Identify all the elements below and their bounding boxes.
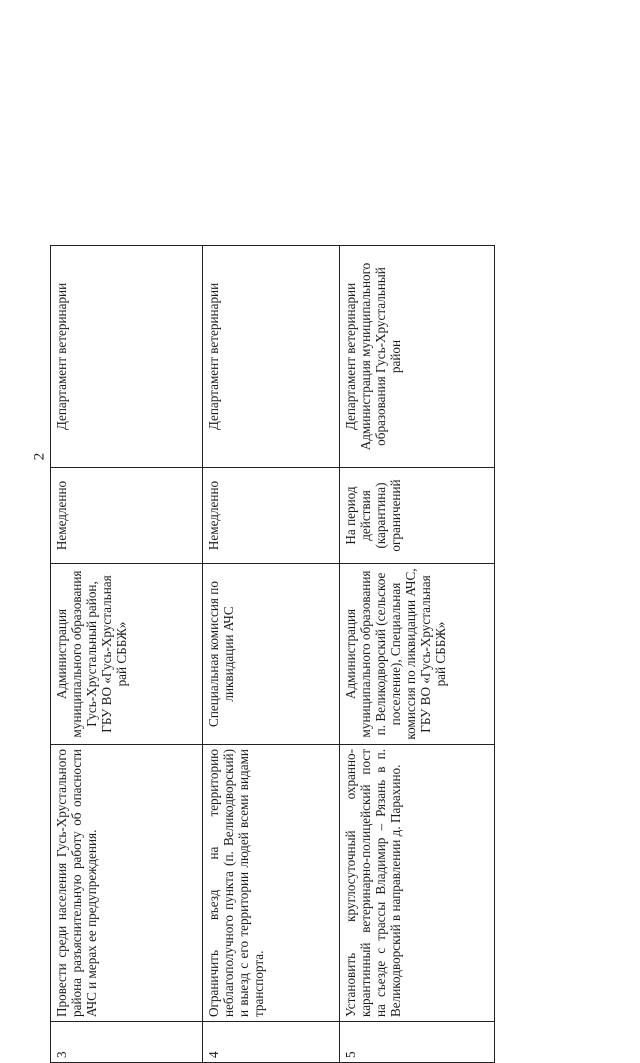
action-cell: Провести среди населения Гусь-Хрустального района разъяснительную работу об опасности АЧС и мерах ее предупреждения.	[51, 745, 203, 1022]
row-number: 4	[203, 1022, 340, 1063]
executor-cell: Департамент ветеринарии	[51, 246, 203, 468]
responsible-cell: Администрация муниципального образования Гусь-Хрустальный район, ГБУ ВО «Гусь-Хрустальная рай СББЖ»	[51, 564, 203, 745]
responsible-cell: Администрация муниципального образования п. Великодворский (сельское поселение), Специальная комиссия по ликвидации АЧС, ГБУ ВО «Гусь-Хрустальная рай СББЖ»	[340, 564, 495, 745]
term-cell: Немедленно	[51, 468, 203, 564]
term-cell: Немедленно	[203, 468, 340, 564]
responsible-cell: Специальная комиссия по ликвидации АЧС	[203, 564, 340, 745]
action-cell: Ограничить въезд на территорию неблагополучного пункта (п. Великодворский) и выезд с его территории людей всеми видами транспорта.	[203, 745, 340, 1022]
term-cell: На период действия (карантина) ограничений	[340, 468, 495, 564]
executor-cell: Департамент ветеринарии Администрация муниципального образования Гусь-Хрустальный район	[340, 246, 495, 468]
measures-table-rotated	[50, 249, 494, 1063]
measures-table	[50, 245, 495, 1063]
table-row	[203, 246, 340, 1063]
table-row	[340, 246, 495, 1063]
action-cell: Установить круглосуточный охранно-карантинный ветеринарно-полицейский пост на съезде с трассы Владимир – Рязань в п. Великодворский в направлении д. Парахино.	[340, 745, 495, 1022]
page-number: 2	[31, 452, 48, 461]
table-row	[51, 246, 203, 1063]
row-number: 3	[51, 1022, 203, 1063]
row-number: 5	[340, 1022, 495, 1063]
executor-cell: Департамент ветеринарии	[203, 246, 340, 468]
